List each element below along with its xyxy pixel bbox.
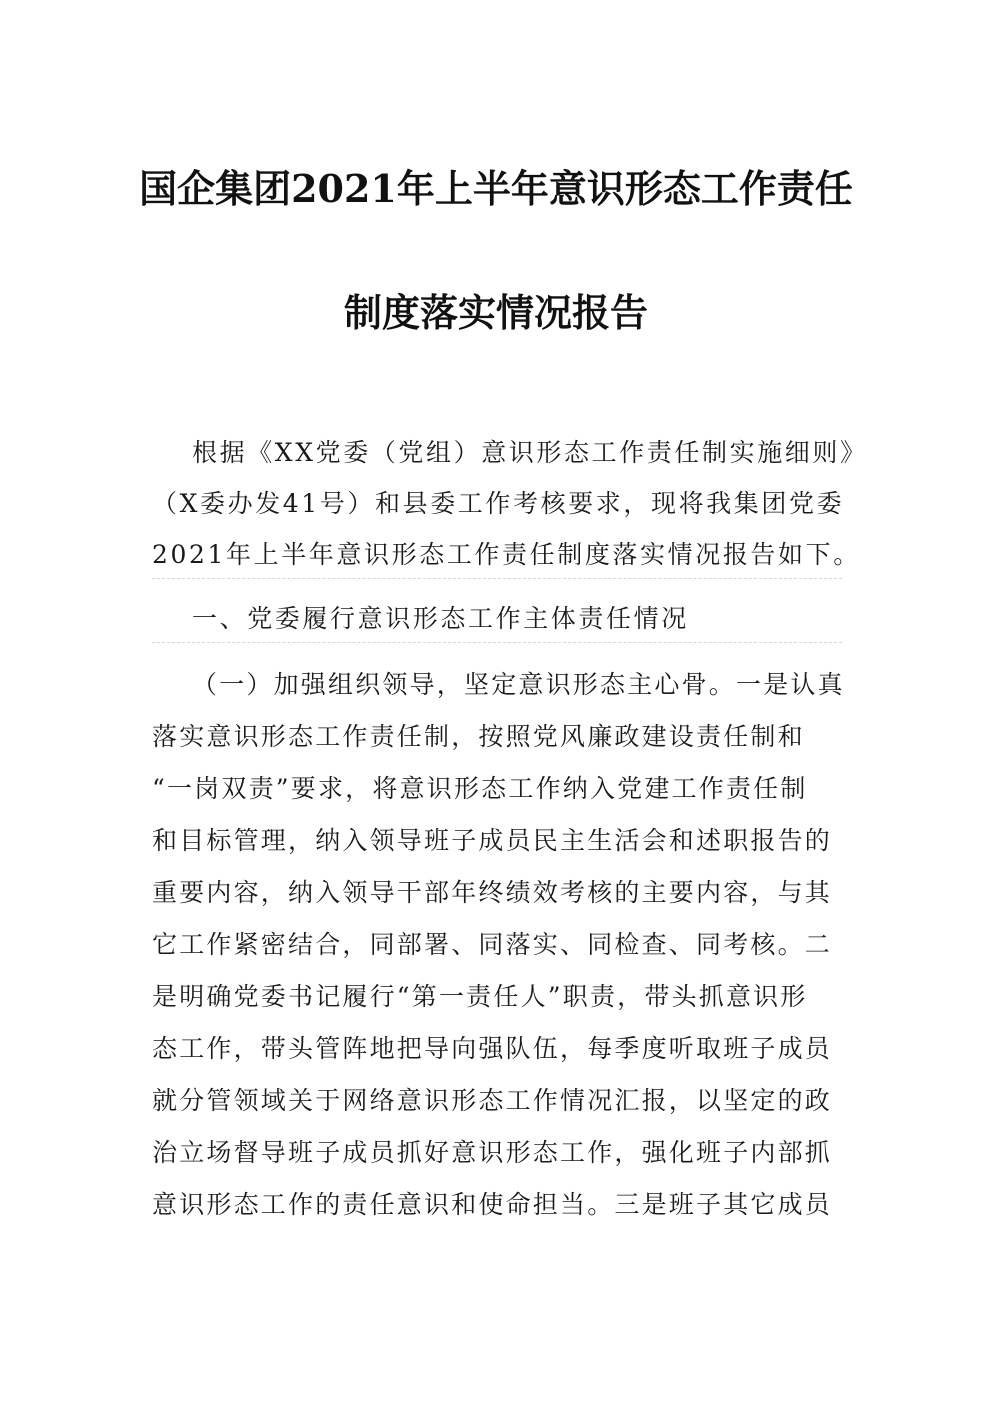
intro-line-2: （X委办发41号）和县委工作考核要求，现将我集团党委	[152, 489, 845, 518]
body-line-2: 落实意识形态工作责任制，按照党风廉政建设责任制和	[152, 722, 805, 751]
paragraph-divider	[152, 642, 842, 643]
body-line-11: 意识形态工作的责任意识和使命担当。三是班子其它成员	[152, 1190, 833, 1219]
body-line-7: 是明确党委书记履行“第一责任人”职责，带头抓意识形	[152, 982, 808, 1011]
section-heading: 一、党委履行意识形态工作主体责任情况	[192, 604, 689, 633]
intro-line-1: 根据《XX党委（党组）意识形态工作责任制实施细则》	[192, 438, 868, 467]
document-title-line-1: 国企集团2021年上半年意识形态工作责任	[139, 166, 853, 211]
document-title-line-2: 制度落实情况报告	[343, 290, 648, 335]
body-line-5: 重要内容，纳入领导干部年终绩效考核的主要内容，与其	[152, 878, 833, 907]
body-line-1: （一）加强组织领导，坚定意识形态主心骨。一是认真	[192, 670, 845, 699]
body-line-8: 态工作，带头管阵地把导向强队伍，每季度听取班子成员	[152, 1034, 833, 1063]
body-line-4: 和目标管理，纳入领导班子成员民主生活会和述职报告的	[152, 826, 833, 855]
intro-line-3: 2021年上半年意识形态工作责任制度落实情况报告如下。	[152, 540, 861, 569]
body-line-6: 它工作紧密结合，同部署、同落实、同检查、同考核。二	[152, 930, 833, 959]
paragraph-divider	[152, 578, 842, 579]
body-line-3: “一岗双责”要求，将意识形态工作纳入党建工作责任制	[152, 774, 808, 803]
body-line-10: 治立场督导班子成员抓好意识形态工作，强化班子内部抓	[152, 1138, 833, 1167]
body-line-9: 就分管领域关于网络意识形态工作情况汇报，以坚定的政	[152, 1086, 833, 1115]
